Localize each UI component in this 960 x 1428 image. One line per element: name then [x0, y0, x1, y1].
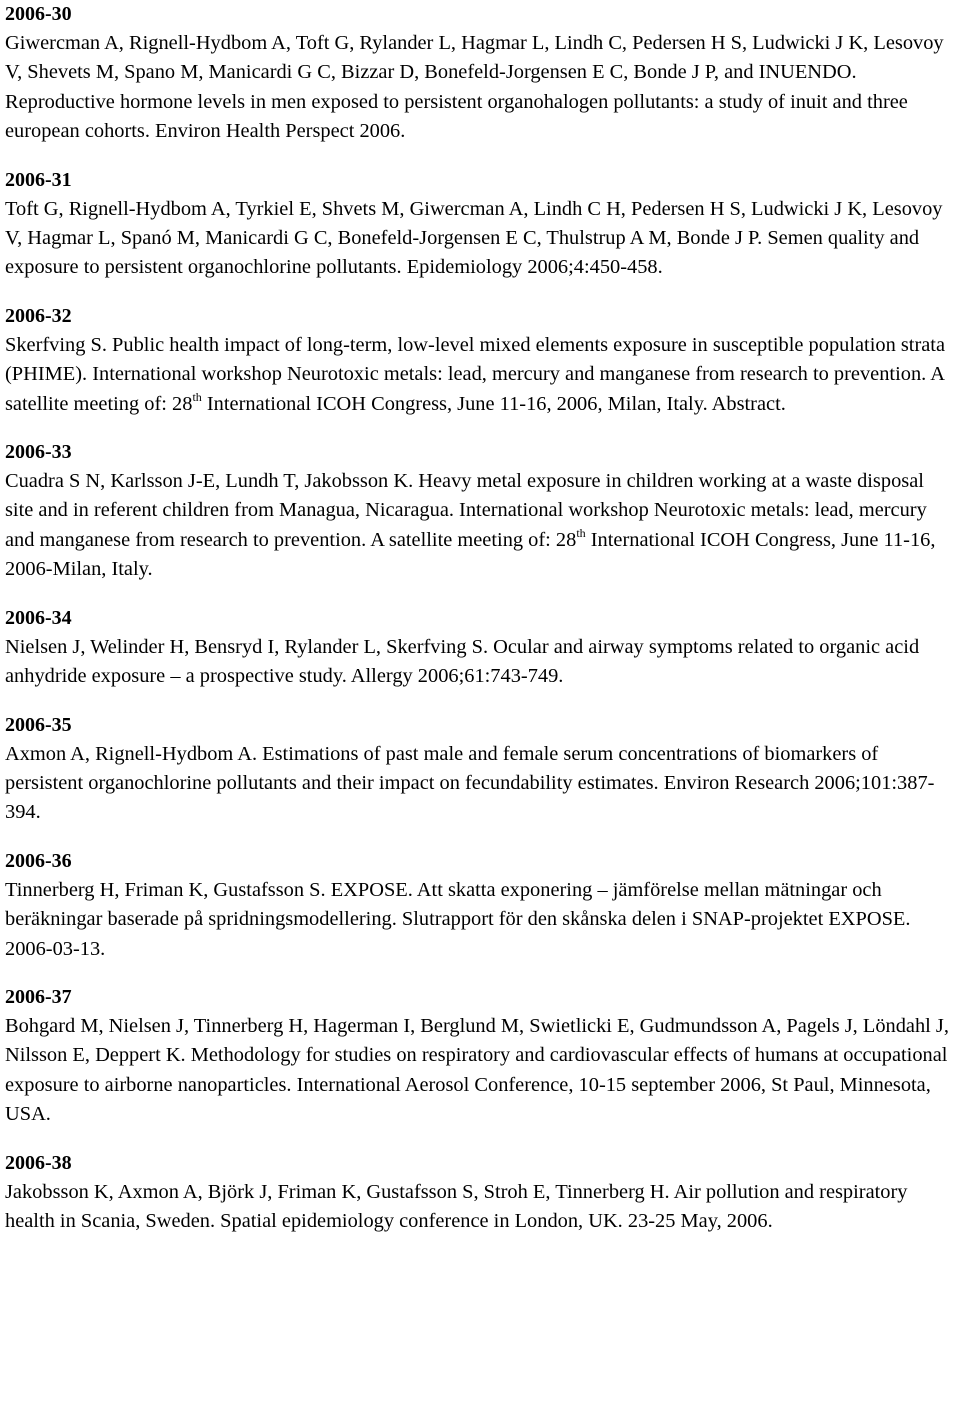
entry-citation [5, 331, 957, 419]
entry-citation [5, 195, 957, 283]
entry-citation [5, 1178, 957, 1237]
publication-entry [5, 302, 957, 419]
publication-entry [5, 847, 957, 964]
citation-text: Bohgard M, Nielsen J, Tinnerberg H, Hagerman I, Berglund M, Swietlicki E, Gudmundsson A, Pagels J, Löndahl J, Nilsson E, Deppert K. Methodology for studies on respiratory and cardiovascular effects of humans at occupational exposure to airborne nanoparticles. International Aerosol Conference, 10-15 september 2006, St Paul, Minnesota, USA. [5, 1014, 949, 1126]
entry-id: 2006-35 [5, 713, 72, 736]
citation-text: Jakobsson K, Axmon A, Björk J, Friman K, Gustafsson S, Stroh E, Tinnerberg H. Air pollution and respiratory health in Scania, Sweden. Spatial epidemiology conference in London, UK. 23-25 May, 2006. [5, 1180, 908, 1232]
entry-id: 2006-31 [5, 168, 72, 191]
publication-entry [5, 438, 957, 585]
entry-id: 2006-33 [5, 441, 72, 464]
entry-citation [5, 29, 957, 147]
citation-text: Nielsen J, Welinder H, Bensryd I, Rylander L, Skerfving S. Ocular and airway symptoms related to organic acid anhydride exposure – a prospective study. Allergy 2006;61:743-749. [5, 635, 920, 688]
entry-citation [5, 633, 957, 692]
entry-id: 2006-30 [5, 3, 72, 25]
citation-text: Cuadra S N, Karlsson J-E, Lundh T, Jakobsson K. Heavy metal exposure in children working at a waste disposal site and in referent children from Managua, Nicaragua. International workshop Neurotoxic metals: lead, mercury and manganese from research to prevention. A satellite meeting of: 28 [5, 470, 927, 551]
ordinal-superscript: th [192, 389, 202, 404]
citation-text: Axmon A, Rignell-Hydbom A. Estimations of past male and female serum concentrations of biomarkers of persistent organochlorine pollutants and their impact on fecundability estimates. Environ Research 2006;101:387-394. [5, 742, 935, 824]
entry-citation [5, 1012, 957, 1130]
entry-id: 2006-37 [5, 985, 72, 1008]
publication-entry [5, 0, 957, 147]
publication-entry [5, 711, 957, 828]
entry-citation [5, 740, 957, 828]
publication-list [5, 0, 957, 1255]
citation-text: International ICOH Congress, June 11-16, 2006-Milan, Italy. [5, 528, 936, 581]
citation-text: Skerfving S. Public health impact of long-term, low-level mixed elements exposure in susceptible population strata (PHIME). International workshop Neurotoxic metals: lead, mercury and manganese from research to prevention. A satellite meeting of: 28 [5, 333, 946, 415]
entry-citation [5, 467, 957, 585]
citation-text: Giwercman A, Rignell-Hydbom A, Toft G, Rylander L, Hagmar L, Lindh C, Pedersen H S, Ludwicki J K, Lesovoy V, Shevets M, Spano M, Manicardi G C, Bizzar D, Bonefeld-Jorgensen E C, Bonde J P, and INUENDO. Reproductive hormone levels in men exposed to persistent organohalogen pollutants: a study of inuit and three european cohorts. Environ Health Perspect 2006. [5, 32, 944, 143]
entry-citation [5, 876, 957, 964]
entry-id: 2006-38 [5, 1151, 72, 1174]
citation-text: Toft G, Rignell-Hydbom A, Tyrkiel E, Shvets M, Giwercman A, Lindh C H, Pedersen H S, Ludwicki J K, Lesovoy V, Hagmar L, Spanó M, Manicardi G C, Bonefeld-Jorgensen E C, Thulstrup A M, Bonde J P. Semen quality and exposure to persistent organochlorine pollutants. Epidemiology 2006;4:450-458. [5, 197, 943, 279]
publication-entry [5, 604, 957, 692]
citation-text: International ICOH Congress, June 11-16, 2006, Milan, Italy. Abstract. [201, 392, 786, 415]
ordinal-superscript: th [576, 525, 586, 540]
entry-id: 2006-32 [5, 304, 72, 327]
publication-entry [5, 166, 957, 283]
citation-text: Tinnerberg H, Friman K, Gustafsson S. EXPOSE. Att skatta exponering – jämförelse mellan mätningar och beräkningar baserade på spridningsmodellering. Slutrapport för den skånska delen i SNAP-projektet EXPOSE. 2006-03-13. [5, 878, 911, 960]
entry-id: 2006-34 [5, 606, 72, 629]
publication-entry [5, 983, 957, 1130]
publication-entry [5, 1149, 957, 1237]
entry-id: 2006-36 [5, 849, 72, 872]
